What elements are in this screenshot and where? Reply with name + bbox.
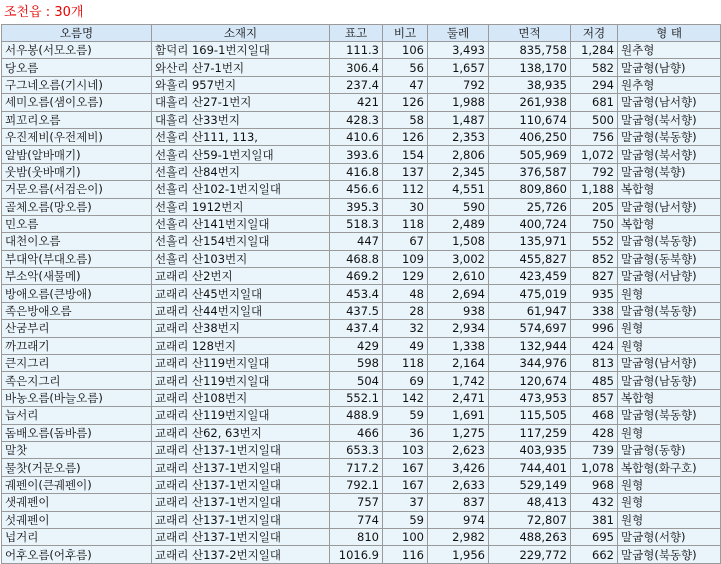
perimeter-cell: 837	[428, 494, 489, 511]
elevation-cell: 810	[330, 528, 383, 545]
shape-cell: 말굽형(북동향)	[618, 302, 721, 319]
shape-cell: 말굽형(서남향)	[618, 268, 721, 285]
table-row	[2, 320, 721, 337]
elevation-cell: 717.2	[330, 459, 383, 476]
elevation-cell: 552.1	[330, 389, 383, 406]
elevation-cell: 466	[330, 424, 383, 441]
shape-cell: 복합형	[618, 389, 721, 406]
table-row	[2, 250, 721, 267]
table-row	[2, 337, 721, 354]
area-cell: 403,935	[489, 441, 571, 458]
perimeter-cell: 1,338	[428, 337, 489, 354]
shape-cell: 복합형(화구호)	[618, 459, 721, 476]
relative-height-cell: 103	[383, 441, 428, 458]
shape-cell: 원추형	[618, 42, 721, 59]
shape-cell: 말굽형(남서향)	[618, 198, 721, 215]
perimeter-cell: 4,551	[428, 181, 489, 198]
shape-cell: 원형	[618, 494, 721, 511]
perimeter-cell: 2,982	[428, 528, 489, 545]
relative-height-cell: 59	[383, 511, 428, 528]
elevation-cell: 447	[330, 233, 383, 250]
oreum-name-cell: 부대악(부대오름)	[2, 250, 152, 267]
column-header: 비고	[383, 25, 428, 42]
base-diameter-cell: 205	[571, 198, 618, 215]
area-cell: 344,976	[489, 355, 571, 372]
perimeter-cell: 938	[428, 302, 489, 319]
area-cell: 406,250	[489, 128, 571, 145]
oreum-name-cell: 민오름	[2, 215, 152, 232]
oreum-name-cell: 말찻	[2, 441, 152, 458]
relative-height-cell: 167	[383, 476, 428, 493]
relative-height-cell: 167	[383, 459, 428, 476]
base-diameter-cell: 813	[571, 355, 618, 372]
perimeter-cell: 1,956	[428, 546, 489, 563]
area-cell: 376,587	[489, 163, 571, 180]
location-cell: 교래리 산137-1번지일대	[152, 528, 330, 545]
elevation-cell: 410.6	[330, 128, 383, 145]
relative-height-cell: 56	[383, 59, 428, 76]
location-cell: 교래리 산119번지일대	[152, 355, 330, 372]
base-diameter-cell: 582	[571, 59, 618, 76]
table-row	[2, 59, 721, 76]
oreum-name-cell: 족은지그리	[2, 372, 152, 389]
shape-cell: 말굽형(북동향)	[618, 407, 721, 424]
base-diameter-cell: 968	[571, 476, 618, 493]
shape-cell: 말굽형(남서향)	[618, 355, 721, 372]
relative-height-cell: 116	[383, 546, 428, 563]
base-diameter-cell: 432	[571, 494, 618, 511]
elevation-cell: 393.6	[330, 146, 383, 163]
shape-cell: 원형	[618, 285, 721, 302]
area-cell: 132,944	[489, 337, 571, 354]
area-cell: 120,674	[489, 372, 571, 389]
relative-height-cell: 36	[383, 424, 428, 441]
relative-height-cell: 106	[383, 42, 428, 59]
table-row	[2, 268, 721, 285]
base-diameter-cell: 681	[571, 94, 618, 111]
location-cell: 교래리 산119번지일대	[152, 372, 330, 389]
elevation-cell: 488.9	[330, 407, 383, 424]
relative-height-cell: 47	[383, 76, 428, 93]
elevation-cell: 653.3	[330, 441, 383, 458]
relative-height-cell: 28	[383, 302, 428, 319]
table-row	[2, 494, 721, 511]
perimeter-cell: 974	[428, 511, 489, 528]
column-header: 둘레	[428, 25, 489, 42]
table-row	[2, 181, 721, 198]
shape-cell: 원추형	[618, 76, 721, 93]
shape-cell: 말굽형(북서향)	[618, 146, 721, 163]
area-cell: 110,674	[489, 111, 571, 128]
elevation-cell: 437.5	[330, 302, 383, 319]
base-diameter-cell: 695	[571, 528, 618, 545]
location-cell: 선흘리 산103번지	[152, 250, 330, 267]
elevation-cell: 395.3	[330, 198, 383, 215]
shape-cell: 원형	[618, 424, 721, 441]
relative-height-cell: 67	[383, 233, 428, 250]
oreum-name-cell: 까끄래기	[2, 337, 152, 354]
oreum-name-cell: 구그네오름(기시네)	[2, 76, 152, 93]
column-header: 오름명	[2, 25, 152, 42]
area-cell: 744,401	[489, 459, 571, 476]
area-cell: 135,971	[489, 233, 571, 250]
area-cell: 473,953	[489, 389, 571, 406]
relative-height-cell: 109	[383, 250, 428, 267]
oreum-name-cell: 세미오름(샘이오름)	[2, 94, 152, 111]
location-cell: 교래리 산2번지	[152, 268, 330, 285]
oreum-name-cell: 거문오름(서검은이)	[2, 181, 152, 198]
table-row	[2, 94, 721, 111]
table-row	[2, 198, 721, 215]
shape-cell: 말굽형(북향)	[618, 163, 721, 180]
perimeter-cell: 3,426	[428, 459, 489, 476]
base-diameter-cell: 996	[571, 320, 618, 337]
perimeter-cell: 3,002	[428, 250, 489, 267]
location-cell: 교래리 산137-1번지일대	[152, 441, 330, 458]
table-row	[2, 476, 721, 493]
area-cell: 25,726	[489, 198, 571, 215]
area-cell: 400,724	[489, 215, 571, 232]
perimeter-cell: 2,471	[428, 389, 489, 406]
base-diameter-cell: 294	[571, 76, 618, 93]
location-cell: 교래리 산137-1번지일대	[152, 459, 330, 476]
area-cell: 115,505	[489, 407, 571, 424]
table-row	[2, 424, 721, 441]
area-cell: 574,697	[489, 320, 571, 337]
location-cell: 선흘리 산141번지일대	[152, 215, 330, 232]
oreum-name-cell: 돔배오름(돔바름)	[2, 424, 152, 441]
elevation-cell: 1016.9	[330, 546, 383, 563]
table-row	[2, 215, 721, 232]
area-cell: 48,413	[489, 494, 571, 511]
shape-cell: 말굽형(남서향)	[618, 94, 721, 111]
base-diameter-cell: 1,078	[571, 459, 618, 476]
shape-cell: 복합형	[618, 215, 721, 232]
oreum-name-cell: 산굼부리	[2, 320, 152, 337]
base-diameter-cell: 381	[571, 511, 618, 528]
elevation-cell: 453.4	[330, 285, 383, 302]
area-cell: 835,758	[489, 42, 571, 59]
relative-height-cell: 49	[383, 337, 428, 354]
table-row	[2, 459, 721, 476]
oreum-name-cell: 궤펜이(큰궤펜이)	[2, 476, 152, 493]
elevation-cell: 429	[330, 337, 383, 354]
oreum-name-cell: 넙거리	[2, 528, 152, 545]
column-header: 저경	[571, 25, 618, 42]
relative-height-cell: 69	[383, 372, 428, 389]
column-header: 소재지	[152, 25, 330, 42]
location-cell: 와흘리 957번지	[152, 76, 330, 93]
location-cell: 대흘리 산33번지	[152, 111, 330, 128]
base-diameter-cell: 857	[571, 389, 618, 406]
relative-height-cell: 100	[383, 528, 428, 545]
location-cell: 교래리 산44번지일대	[152, 302, 330, 319]
shape-cell: 말굽형(동향)	[618, 441, 721, 458]
table-row	[2, 528, 721, 545]
relative-height-cell: 48	[383, 285, 428, 302]
area-cell: 117,259	[489, 424, 571, 441]
relative-height-cell: 37	[383, 494, 428, 511]
location-cell: 교래리 산119번지일대	[152, 407, 330, 424]
relative-height-cell: 118	[383, 355, 428, 372]
relative-height-cell: 59	[383, 407, 428, 424]
base-diameter-cell: 552	[571, 233, 618, 250]
area-cell: 138,170	[489, 59, 571, 76]
shape-cell: 원형	[618, 476, 721, 493]
perimeter-cell: 590	[428, 198, 489, 215]
perimeter-cell: 2,694	[428, 285, 489, 302]
elevation-cell: 416.8	[330, 163, 383, 180]
oreum-name-cell: 서우봉(서모오름)	[2, 42, 152, 59]
area-cell: 455,827	[489, 250, 571, 267]
base-diameter-cell: 428	[571, 424, 618, 441]
elevation-cell: 757	[330, 494, 383, 511]
table-row	[2, 146, 721, 163]
base-diameter-cell: 1,188	[571, 181, 618, 198]
shape-cell: 복합형	[618, 181, 721, 198]
base-diameter-cell: 1,072	[571, 146, 618, 163]
location-cell: 교래리 산137-2번지일대	[152, 546, 330, 563]
area-cell: 529,149	[489, 476, 571, 493]
location-cell: 교래리 산137-1번지일대	[152, 511, 330, 528]
relative-height-cell: 126	[383, 94, 428, 111]
location-cell: 선흘리 산102-1번지일대	[152, 181, 330, 198]
shape-cell: 말굽형(남동향)	[618, 372, 721, 389]
table-header-row	[2, 25, 721, 42]
table-row	[2, 233, 721, 250]
area-cell: 488,263	[489, 528, 571, 545]
shape-cell: 말굽형(남향)	[618, 59, 721, 76]
table-row	[2, 285, 721, 302]
base-diameter-cell: 852	[571, 250, 618, 267]
perimeter-cell: 2,353	[428, 128, 489, 145]
table-row	[2, 76, 721, 93]
elevation-cell: 518.3	[330, 215, 383, 232]
elevation-cell: 469.2	[330, 268, 383, 285]
relative-height-cell: 142	[383, 389, 428, 406]
base-diameter-cell: 500	[571, 111, 618, 128]
elevation-cell: 504	[330, 372, 383, 389]
table-row	[2, 128, 721, 145]
base-diameter-cell: 827	[571, 268, 618, 285]
table-row	[2, 389, 721, 406]
base-diameter-cell: 756	[571, 128, 618, 145]
oreum-name-cell: 부소악(새물메)	[2, 268, 152, 285]
perimeter-cell: 2,489	[428, 215, 489, 232]
elevation-cell: 237.4	[330, 76, 383, 93]
location-cell: 선흘리 산59-1번지일대	[152, 146, 330, 163]
elevation-cell: 598	[330, 355, 383, 372]
shape-cell: 말굽형(서향)	[618, 528, 721, 545]
relative-height-cell: 30	[383, 198, 428, 215]
oreum-name-cell: 꾀꼬리오름	[2, 111, 152, 128]
perimeter-cell: 2,934	[428, 320, 489, 337]
oreum-name-cell: 당오름	[2, 59, 152, 76]
oreum-name-cell: 섯궤펜이	[2, 511, 152, 528]
perimeter-cell: 1,657	[428, 59, 489, 76]
oreum-name-cell: 대천이오름	[2, 233, 152, 250]
elevation-cell: 468.8	[330, 250, 383, 267]
perimeter-cell: 1,275	[428, 424, 489, 441]
perimeter-cell: 2,164	[428, 355, 489, 372]
relative-height-cell: 32	[383, 320, 428, 337]
shape-cell: 말굽형(북동향)	[618, 233, 721, 250]
area-cell: 72,807	[489, 511, 571, 528]
oreum-name-cell: 큰지그리	[2, 355, 152, 372]
location-cell: 교래리 산108번지	[152, 389, 330, 406]
perimeter-cell: 2,806	[428, 146, 489, 163]
table-row	[2, 163, 721, 180]
shape-cell: 말굽형(북서향)	[618, 111, 721, 128]
base-diameter-cell: 468	[571, 407, 618, 424]
area-cell: 38,935	[489, 76, 571, 93]
location-cell: 선흘리 산84번지	[152, 163, 330, 180]
perimeter-cell: 3,493	[428, 42, 489, 59]
base-diameter-cell: 750	[571, 215, 618, 232]
table-row	[2, 355, 721, 372]
elevation-cell: 456.6	[330, 181, 383, 198]
perimeter-cell: 2,345	[428, 163, 489, 180]
table-row	[2, 302, 721, 319]
area-cell: 809,860	[489, 181, 571, 198]
shape-cell: 말굽형(북동향)	[618, 546, 721, 563]
location-cell: 교래리 산137-1번지일대	[152, 494, 330, 511]
base-diameter-cell: 792	[571, 163, 618, 180]
shape-cell: 원형	[618, 337, 721, 354]
table-body	[2, 42, 721, 564]
shape-cell: 원형	[618, 511, 721, 528]
location-cell: 선흘리 1912번지	[152, 198, 330, 215]
table-row	[2, 372, 721, 389]
base-diameter-cell: 424	[571, 337, 618, 354]
table-row	[2, 441, 721, 458]
table-row	[2, 546, 721, 563]
oreum-name-cell: 방애오름(큰방애)	[2, 285, 152, 302]
elevation-cell: 111.3	[330, 42, 383, 59]
elevation-cell: 306.4	[330, 59, 383, 76]
perimeter-cell: 1,691	[428, 407, 489, 424]
shape-cell: 말굽형(북동향)	[618, 128, 721, 145]
relative-height-cell: 137	[383, 163, 428, 180]
base-diameter-cell: 739	[571, 441, 618, 458]
area-cell: 229,772	[489, 546, 571, 563]
shape-cell: 원형	[618, 320, 721, 337]
oreum-name-cell: 바농오름(바늘오름)	[2, 389, 152, 406]
shape-cell: 말굽형(동북향)	[618, 250, 721, 267]
area-cell: 475,019	[489, 285, 571, 302]
oreum-name-cell: 웃밤(웃바매기)	[2, 163, 152, 180]
elevation-cell: 437.4	[330, 320, 383, 337]
relative-height-cell: 154	[383, 146, 428, 163]
location-cell: 교래리 산62, 63번지	[152, 424, 330, 441]
oreum-name-cell: 샛궤펜이	[2, 494, 152, 511]
relative-height-cell: 118	[383, 215, 428, 232]
table-row	[2, 407, 721, 424]
base-diameter-cell: 662	[571, 546, 618, 563]
relative-height-cell: 129	[383, 268, 428, 285]
relative-height-cell: 58	[383, 111, 428, 128]
column-header: 면적	[489, 25, 571, 42]
oreum-name-cell: 족은방애오름	[2, 302, 152, 319]
oreum-name-cell: 골체오름(망오름)	[2, 198, 152, 215]
relative-height-cell: 126	[383, 128, 428, 145]
base-diameter-cell: 338	[571, 302, 618, 319]
location-cell: 와산리 산7-1번지	[152, 59, 330, 76]
oreum-table	[1, 24, 721, 564]
perimeter-cell: 2,623	[428, 441, 489, 458]
elevation-cell: 774	[330, 511, 383, 528]
elevation-cell: 421	[330, 94, 383, 111]
perimeter-cell: 792	[428, 76, 489, 93]
elevation-cell: 428.3	[330, 111, 383, 128]
oreum-name-cell: 알밤(알바매기)	[2, 146, 152, 163]
table-row	[2, 511, 721, 528]
oreum-name-cell: 우진제비(우전제비)	[2, 128, 152, 145]
location-cell: 교래리 산38번지	[152, 320, 330, 337]
location-cell: 교래리 128번지	[152, 337, 330, 354]
oreum-name-cell: 물찻(거문오름)	[2, 459, 152, 476]
base-diameter-cell: 1,284	[571, 42, 618, 59]
base-diameter-cell: 935	[571, 285, 618, 302]
perimeter-cell: 2,633	[428, 476, 489, 493]
column-header: 표고	[330, 25, 383, 42]
oreum-name-cell: 늡서리	[2, 407, 152, 424]
location-cell: 선흘리 산111, 113,	[152, 128, 330, 145]
area-cell: 61,947	[489, 302, 571, 319]
page-title: 조천읍 : 30개	[4, 5, 84, 20]
table-row	[2, 111, 721, 128]
base-diameter-cell: 485	[571, 372, 618, 389]
area-cell: 261,938	[489, 94, 571, 111]
location-cell: 교래리 산45번지일대	[152, 285, 330, 302]
area-cell: 423,459	[489, 268, 571, 285]
location-cell: 함덕리 169-1번지일대	[152, 42, 330, 59]
perimeter-cell: 2,610	[428, 268, 489, 285]
elevation-cell: 792.1	[330, 476, 383, 493]
location-cell: 선흘리 산154번지일대	[152, 233, 330, 250]
area-cell: 505,969	[489, 146, 571, 163]
location-cell: 교래리 산137-1번지일대	[152, 476, 330, 493]
column-header: 형 태	[618, 25, 721, 42]
perimeter-cell: 1,742	[428, 372, 489, 389]
perimeter-cell: 1,487	[428, 111, 489, 128]
perimeter-cell: 1,988	[428, 94, 489, 111]
perimeter-cell: 1,508	[428, 233, 489, 250]
oreum-name-cell: 어후오름(어후름)	[2, 546, 152, 563]
location-cell: 대흘리 산27-1번지	[152, 94, 330, 111]
table-row	[2, 42, 721, 59]
relative-height-cell: 112	[383, 181, 428, 198]
